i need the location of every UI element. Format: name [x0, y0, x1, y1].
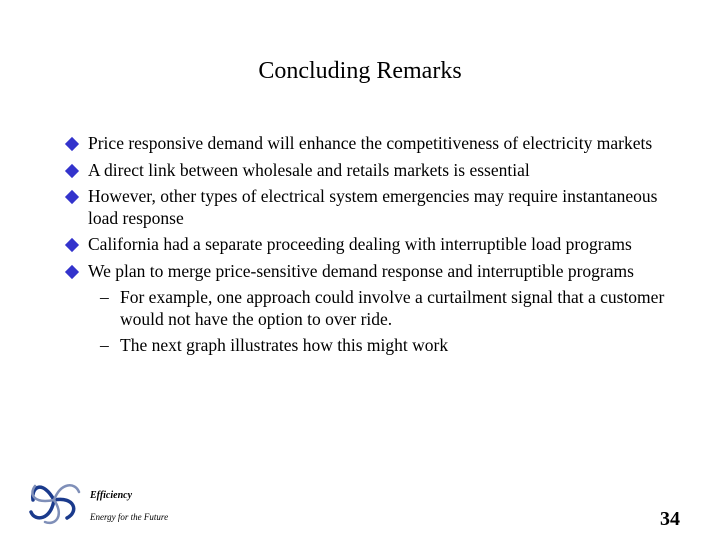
sub-bullet-text: The next graph illustrates how this might work [120, 335, 449, 355]
sub-bullet-item [88, 335, 680, 357]
bullet-item [60, 261, 680, 357]
diamond-bullet-icon [65, 238, 79, 252]
bullet-item [60, 133, 680, 155]
bullet-list [60, 133, 680, 362]
bullet-text: A direct link between wholesale and retails markets is essential [88, 159, 530, 180]
sub-bullet-list [88, 287, 680, 357]
slide-title: Concluding Remarks [258, 58, 462, 84]
diamond-bullet-icon [65, 190, 79, 204]
bullet-item [60, 160, 680, 182]
sub-bullet-text: For example, one approach could involve a curtailment signal that a customer would not have the option to over ride. [120, 287, 665, 329]
bullet-item [60, 234, 680, 256]
page-number: 34 [660, 508, 680, 530]
footer-tagline-energy: Energy for the Future [90, 512, 169, 522]
diamond-bullet-icon [65, 163, 79, 177]
bullet-text: California had a separate proceeding dealing with interruptible load programs [88, 234, 632, 254]
swirl-logo-icon [25, 474, 83, 526]
bullet-item [60, 186, 680, 229]
dash-marker: – [100, 335, 109, 355]
dash-marker: – [100, 287, 109, 307]
bullet-text: However, other types of electrical system emergencies may require instantaneous load response [88, 186, 658, 228]
diamond-bullet-icon [65, 264, 79, 278]
sub-bullet-item [88, 287, 680, 330]
bullet-text: We plan to merge price-sensitive demand response and interruptible programs [88, 260, 634, 281]
footer-tagline-efficiency: Efficiency [90, 490, 133, 501]
bullet-text: Price responsive demand will enhance the competitiveness of electricity markets [88, 133, 653, 153]
swirl-logo-graphic [25, 474, 83, 526]
diamond-bullet-icon [65, 137, 79, 151]
